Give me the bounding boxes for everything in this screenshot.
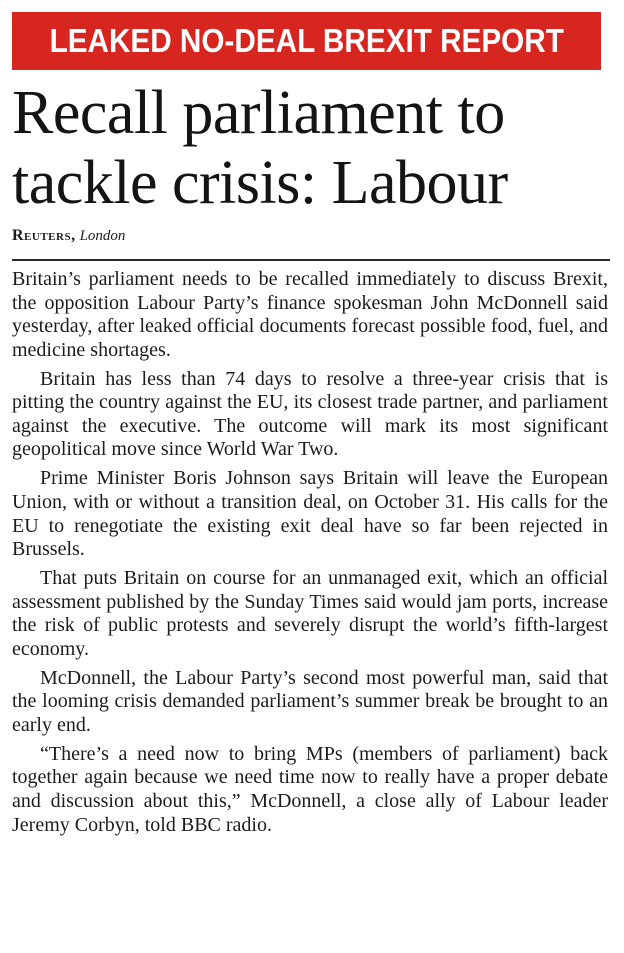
kicker-banner xyxy=(12,12,601,70)
byline-place: London xyxy=(79,228,126,244)
paragraph: “There’s a need now to bring MPs (members of parliament) back together again because we need time now to really have a proper debate and discussion about this,” McDonnell, a close ally of Labour leader Jeremy Corbyn, told BBC radio. xyxy=(12,742,608,836)
headline: Recall parliament to tackle crisis: Labour xyxy=(12,79,508,217)
article-body xyxy=(12,268,608,842)
paragraph: Prime Minister Boris Johnson says Britain will leave the European Union, with or without a transition deal, on October 31. His calls for the EU to renegotiate the existing exit deal have so far been rejected in Brussels. xyxy=(12,467,608,561)
kicker-text: LEAKED NO-DEAL BREXIT REPORT xyxy=(49,22,564,59)
paragraph: Britain’s parliament needs to be recalled immediately to discuss Brexit, the opposition Labour Party’s finance spokesman John McDonnell said yesterday, after leaked official documents forecast possible food, fuel, and medicine shortages. xyxy=(12,268,608,361)
paragraph: That puts Britain on course for an unmanaged exit, which an official assessment published by the Sunday Times said would jam ports, increase the risk of public protests and severely disrupt the world’s fifth-largest economy. xyxy=(12,567,608,660)
paragraph: Britain has less than 74 days to resolve a three-year crisis that is pitting the country against the EU, its closest trade partner, and parliament against the executive. The outcome will mark its most significant geopolitical move since World War Two. xyxy=(12,367,608,461)
byline xyxy=(12,227,125,245)
byline-agency: Reuters, xyxy=(12,227,76,244)
paragraph: McDonnell, the Labour Party’s second most powerful man, said that the looming crisis demanded parliament’s summer break be brought to an early end. xyxy=(12,666,608,736)
divider-rule xyxy=(12,259,610,261)
